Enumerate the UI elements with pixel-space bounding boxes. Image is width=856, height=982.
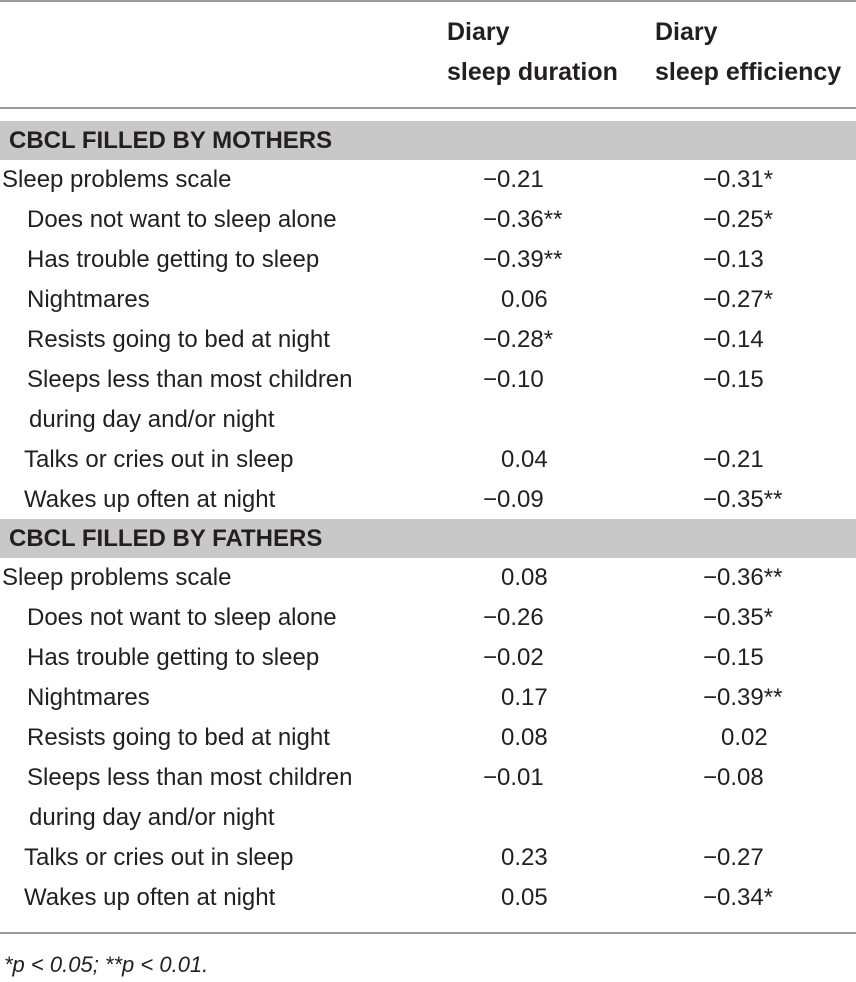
row-label-line: Wakes up often at night <box>24 884 276 911</box>
table-row <box>0 598 856 638</box>
section-header <box>0 519 856 558</box>
table-row <box>0 280 856 320</box>
row-label <box>2 160 231 200</box>
row-label-line: Sleep problems scale <box>2 564 232 591</box>
row-label <box>27 678 150 718</box>
section-title: CBCL FILLED BY FATHERS <box>9 525 323 552</box>
table-row <box>0 160 856 200</box>
row-label <box>27 598 337 638</box>
cell-sleep-duration: −0.21 <box>483 166 544 193</box>
row-label-line: during day and/or night <box>29 804 275 831</box>
row-label <box>27 200 337 240</box>
row-label <box>24 878 275 918</box>
cell-sleep-efficiency: 0.02 <box>721 724 768 751</box>
row-label <box>27 320 330 360</box>
table-row <box>0 240 856 280</box>
cell-sleep-efficiency: −0.15 <box>703 644 764 671</box>
row-label <box>27 758 353 838</box>
cell-sleep-efficiency: −0.25* <box>703 206 774 233</box>
cell-sleep-efficiency: −0.14 <box>703 326 764 353</box>
table-row <box>0 440 856 480</box>
cell-sleep-duration: −0.36** <box>483 206 563 233</box>
cell-sleep-duration: 0.23 <box>501 844 548 871</box>
row-label-line: Nightmares <box>27 286 150 313</box>
cell-sleep-efficiency: −0.39** <box>703 684 783 711</box>
cell-sleep-efficiency: −0.27* <box>703 286 774 313</box>
cell-sleep-efficiency: −0.21 <box>703 446 764 473</box>
cell-sleep-efficiency: −0.15 <box>703 366 764 393</box>
row-label <box>27 280 150 320</box>
table-top-rule <box>0 0 856 2</box>
table-row <box>0 558 856 598</box>
cell-sleep-duration: 0.05 <box>501 884 548 911</box>
row-label-line: Talks or cries out in sleep <box>24 446 294 473</box>
table-row <box>0 878 856 918</box>
table-row <box>0 678 856 718</box>
cell-sleep-duration: −0.10 <box>483 366 544 393</box>
table-bottom-rule <box>0 932 856 934</box>
cell-sleep-efficiency: −0.27 <box>703 844 764 871</box>
table-row <box>0 838 856 878</box>
table-row <box>0 360 856 440</box>
header-rule <box>0 107 856 109</box>
column-header-sleep-duration <box>447 12 618 92</box>
row-label-line: Has trouble getting to sleep <box>27 246 320 273</box>
table-row <box>0 320 856 360</box>
column-header-line: Diary <box>655 18 718 46</box>
row-label-line: Nightmares <box>27 684 150 711</box>
cell-sleep-duration: 0.17 <box>501 684 548 711</box>
cell-sleep-duration: −0.01 <box>483 764 544 791</box>
row-label-line: Has trouble getting to sleep <box>27 644 320 671</box>
row-label-line: Sleeps less than most children <box>27 366 353 393</box>
cell-sleep-efficiency: −0.13 <box>703 246 764 273</box>
cell-sleep-duration: −0.09 <box>483 486 544 513</box>
row-label-line: Resists going to bed at night <box>27 724 330 751</box>
column-header-line: sleep duration <box>447 58 618 86</box>
column-header-sleep-efficiency <box>655 12 841 92</box>
cell-sleep-duration: 0.06 <box>501 286 548 313</box>
row-label-line: during day and/or night <box>29 406 275 433</box>
table-row <box>0 200 856 240</box>
section-header <box>0 121 856 160</box>
table-row <box>0 718 856 758</box>
row-label <box>27 240 319 280</box>
row-label-line: Talks or cries out in sleep <box>24 844 294 871</box>
cell-sleep-efficiency: −0.35* <box>703 604 774 631</box>
section-title: CBCL FILLED BY MOTHERS <box>9 127 333 154</box>
footnote: *p < 0.05; **p < 0.01. <box>4 952 209 977</box>
row-label <box>24 480 275 520</box>
cell-sleep-duration: −0.26 <box>483 604 544 631</box>
table-row <box>0 758 856 838</box>
cell-sleep-efficiency: −0.08 <box>703 764 764 791</box>
row-label <box>2 558 231 598</box>
table-row <box>0 638 856 678</box>
cell-sleep-efficiency: −0.31* <box>703 166 774 193</box>
row-label-line: Does not want to sleep alone <box>27 206 337 233</box>
row-label <box>27 718 330 758</box>
cell-sleep-duration: 0.04 <box>501 446 548 473</box>
cell-sleep-efficiency: −0.34* <box>703 884 774 911</box>
row-label <box>27 360 353 440</box>
cell-sleep-duration: 0.08 <box>501 724 548 751</box>
row-label <box>24 838 293 878</box>
column-header-line: Diary <box>447 18 510 46</box>
row-label <box>24 440 293 480</box>
cell-sleep-efficiency: −0.35** <box>703 486 783 513</box>
row-label <box>27 638 319 678</box>
cell-sleep-duration: −0.28* <box>483 326 554 353</box>
cell-sleep-duration: 0.08 <box>501 564 548 591</box>
row-label-line: Wakes up often at night <box>24 486 276 513</box>
table-row <box>0 480 856 520</box>
row-label-line: Sleeps less than most children <box>27 764 353 791</box>
cell-sleep-duration: −0.39** <box>483 246 563 273</box>
row-label-line: Does not want to sleep alone <box>27 604 337 631</box>
cell-sleep-efficiency: −0.36** <box>703 564 783 591</box>
row-label-line: Resists going to bed at night <box>27 326 330 353</box>
row-label-line: Sleep problems scale <box>2 166 232 193</box>
cell-sleep-duration: −0.02 <box>483 644 544 671</box>
column-header-line: sleep efficiency <box>655 58 842 86</box>
